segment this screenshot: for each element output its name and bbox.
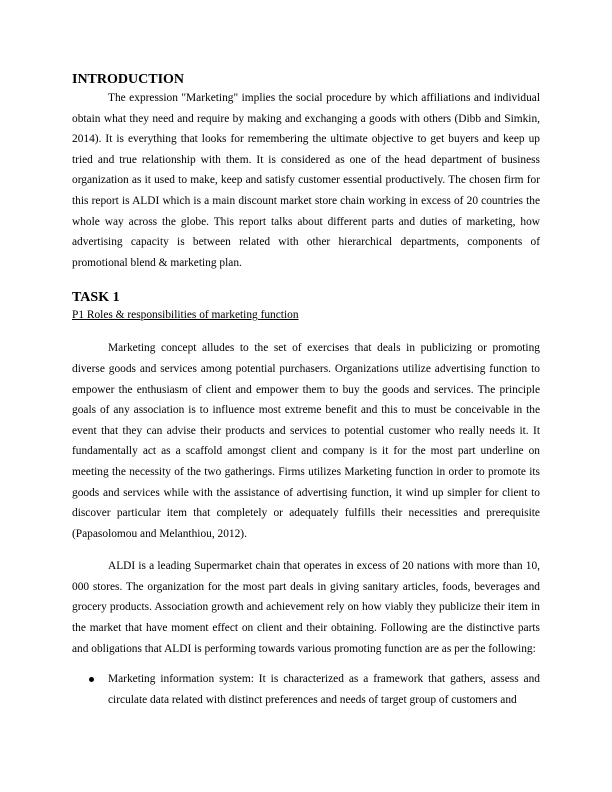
bullet-dot-icon — [89, 677, 94, 682]
task1-bullet-list — [72, 669, 540, 710]
introduction-paragraph: The expression "Marketing" implies the social procedure by which affiliations and individual obtain what they need and require by making and exchanging a goods with others (Dibb and Simkin, 2014). It is everything that looks for remembering the ultimate objective to get buyers and keep up tried and true relationship with them. It is considered as one of the head department of business organization as it used to make, keep and satisfy customer essential productively. The chosen firm for this report is ALDI which is a main discount market store chain working in excess of 20 countries the whole way across the globe. This report talks about different parts and duties of marketing, how advertising capacity is between related with other hierarchical departments, components of promotional blend & marketing plan. — [72, 92, 540, 269]
task1-subheading: P1 Roles & responsibilities of marketing function — [72, 309, 299, 322]
page-content — [72, 71, 540, 710]
bullet-item — [72, 669, 540, 710]
bullet-item-text: Marketing information system: It is characterized as a framework that gathers, assess and circulate data related with distinct preferences and needs of target group of customers and — [108, 673, 540, 706]
task1-heading: TASK 1 — [72, 290, 120, 306]
introduction-heading: INTRODUCTION — [72, 72, 185, 87]
task1-paragraph-1: Marketing concept alludes to the set of exercises that deals in publicizing or promoting diverse goods and services among potential purchasers. Organizations utilize advertising function to empower the enthusiasm of client and empower them to buy the goods and services. The principle goals of any association is to influence most extreme benefit and this to must be conceivable in the event that they can advise their products and services to potential customer who really needs it. It fundamentally act as a scaffold amongst client and company is it for the most part underline on meeting the necessity of the two gatherings. Firms utilizes Marketing function in order to promote its goods and services while with the assistance of advertising function, it wind up simpler for client to discover particular item that completely or adequately fulfills their necessities and prerequisite (Papasolomou and Melanthiou, 2012). — [72, 342, 540, 540]
task1-paragraph-2: ALDI is a leading Supermarket chain that operates in excess of 20 nations with more than 10, 000 stores. The organization for the most part deals in giving sanitary articles, foods, beverages and grocery products. Association growth and achievement rely on how viably they publicize their item in the market that have moment effect on client and their obtaining. Following are the distinctive parts and obligations that ALDI is performing towards various promoting function are as per the following: — [72, 560, 540, 655]
